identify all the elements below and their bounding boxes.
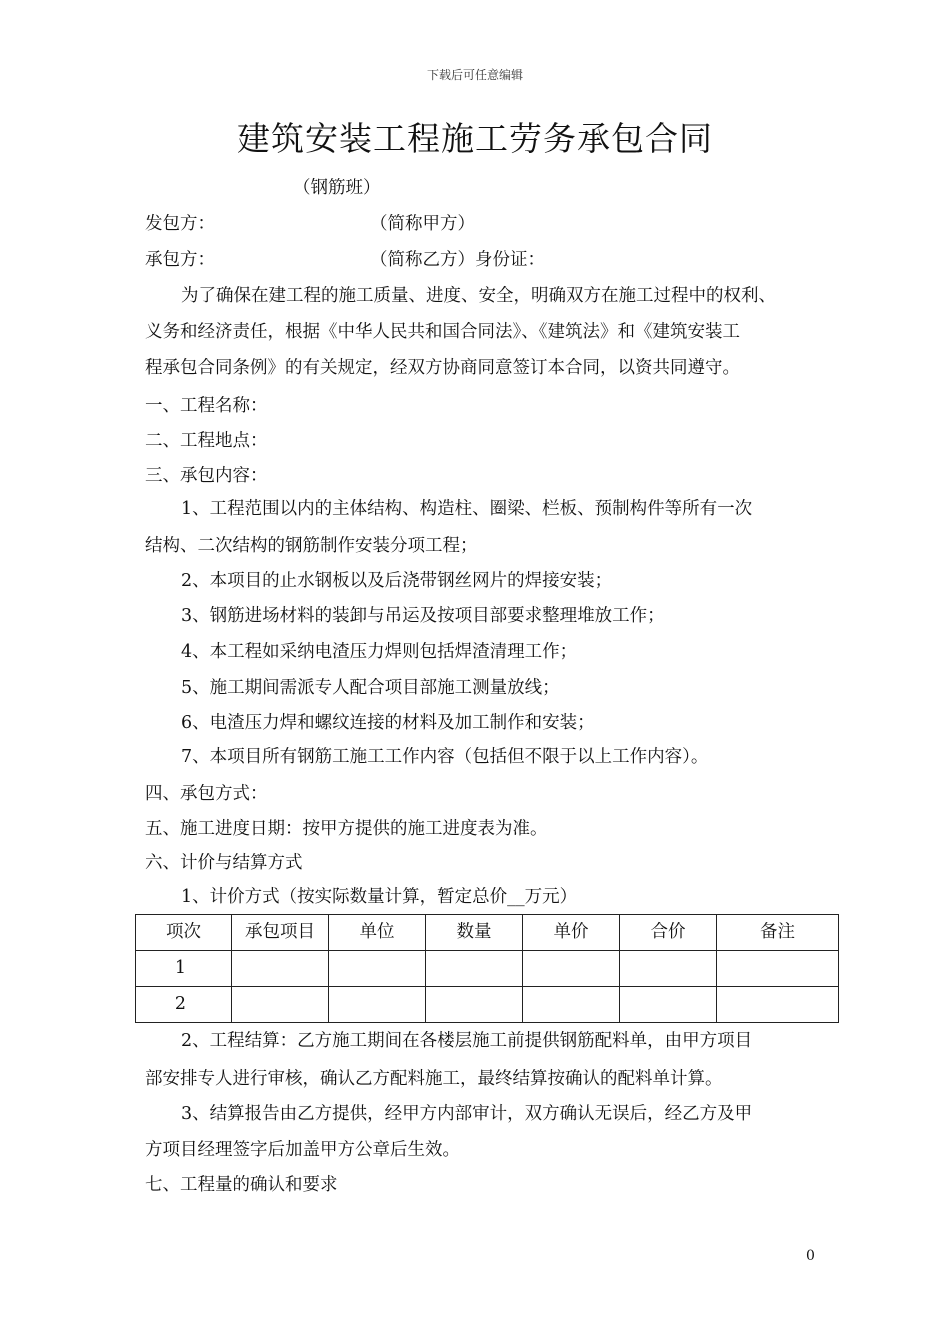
section-project-location: 二、工程地点： [145, 431, 268, 451]
table-cell [620, 951, 717, 987]
table-cell [426, 951, 523, 987]
section-project-name: 一、工程名称： [145, 396, 268, 416]
table-row [136, 951, 839, 987]
section-contract-content: 三、承包内容： [145, 466, 268, 486]
table-cell [717, 987, 839, 1023]
section-quantity-confirmation: 七、工程量的确认和要求 [145, 1175, 338, 1195]
table-header-cell: 承包项目 [232, 915, 329, 951]
party-a-alias: （简称甲方） [370, 214, 475, 234]
settlement-line: 3、结算报告由乙方提供，经甲方内部审计，双方确认无误后，经乙方及甲 [181, 1104, 753, 1124]
pricing-table [135, 914, 839, 1023]
section-schedule: 五、施工进度日期：按甲方提供的施工进度表为准。 [145, 819, 548, 839]
content-item: 7、本项目所有钢筋工施工工作内容（包括但不限于以上工作内容）。 [181, 747, 709, 767]
table-row [136, 987, 839, 1023]
table-cell [523, 951, 620, 987]
content-item: 1、工程范围以内的主体结构、构造柱、圈梁、栏板、预制构件等所有一次 [181, 499, 753, 519]
intro-line: 为了确保在建工程的施工质量、进度、安全，明确双方在施工过程中的权利、 [181, 286, 776, 306]
content-item: 3、钢筋进场材料的装卸与吊运及按项目部要求整理堆放工作； [181, 606, 665, 626]
table-cell [329, 951, 426, 987]
document-subtitle: （钢筋班） [293, 178, 381, 198]
table-cell [232, 987, 329, 1023]
table-header-row [136, 915, 839, 951]
content-item: 结构、二次结构的钢筋制作安装分项工程； [145, 536, 478, 556]
page-header: 下载后可任意编辑 [426, 68, 523, 82]
party-b-label: 承包方： [145, 250, 215, 270]
settlement-line: 方项目经理签字后加盖甲方公章后生效。 [145, 1140, 460, 1160]
intro-line: 程承包合同条例》的有关规定，经双方协商同意签订本合同，以资共同遵守。 [145, 358, 740, 378]
table-cell [232, 951, 329, 987]
content-item: 6、电渣压力焊和螺纹连接的材料及加工制作和安装； [181, 713, 595, 733]
table-cell [329, 987, 426, 1023]
party-a-label: 发包方： [145, 214, 215, 234]
table-cell [523, 987, 620, 1023]
document-title: 建筑安装工程施工劳务承包合同 [237, 119, 713, 158]
content-item: 5、施工期间需派专人配合项目部施工测量放线； [181, 678, 560, 698]
table-header-cell: 备注 [717, 915, 839, 951]
table-cell [426, 987, 523, 1023]
table-cell [717, 951, 839, 987]
content-item: 2、本项目的止水钢板以及后浇带钢丝网片的焊接安装； [181, 571, 613, 591]
intro-line: 义务和经济责任，根据《中华人民共和国合同法》、《建筑法》和《建筑安装工 [145, 322, 740, 342]
table-header-cell: 合价 [620, 915, 717, 951]
pricing-method: 1、计价方式（按实际数量计算，暂定总价__万元） [181, 887, 578, 907]
table-header-cell: 单价 [523, 915, 620, 951]
section-contract-method: 四、承包方式： [145, 784, 268, 804]
table-header-cell: 单位 [329, 915, 426, 951]
section-pricing: 六、计价与结算方式 [145, 853, 303, 873]
settlement-line: 2、工程结算：乙方施工期间在各楼层施工前提供钢筋配料单，由甲方项目 [181, 1031, 753, 1051]
table-cell [620, 987, 717, 1023]
table-cell: 2 [136, 987, 232, 1023]
settlement-line: 部安排专人进行审核，确认乙方配料施工，最终结算按确认的配料单计算。 [145, 1069, 723, 1089]
table-cell: 1 [136, 951, 232, 987]
table-header-cell: 数量 [426, 915, 523, 951]
content-item: 4、本工程如采纳电渣压力焊则包括焊渣清理工作； [181, 642, 578, 662]
page-number: 0 [806, 1248, 815, 1264]
table-header-cell: 项次 [136, 915, 232, 951]
party-b-alias: （简称乙方）身份证： [370, 250, 545, 270]
